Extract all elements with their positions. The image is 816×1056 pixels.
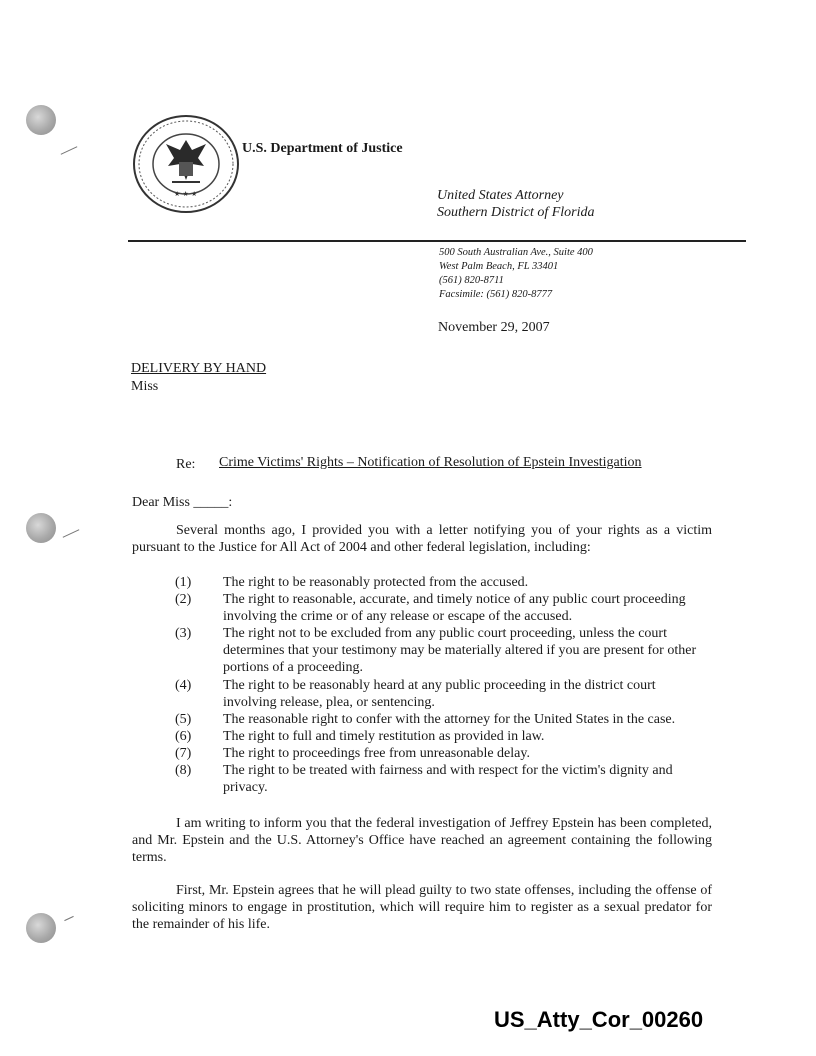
list-item — [175, 728, 710, 745]
address-phone: (561) 820-8711 — [439, 275, 504, 286]
scan-mark — [63, 529, 80, 538]
first-term-paragraph: First, Mr. Epstein agrees that he will plead guilty to two state offenses, including the offense of soliciting minors to engage in prostitution, which will require him to register as a sexual predator for the remainder of his life. — [132, 883, 712, 932]
address-fax: Facsimile: (561) 820-8777 — [439, 289, 553, 300]
address-street: 500 South Australian Ave., Suite 400 — [439, 247, 593, 258]
agency-name: U.S. Department of Justice — [242, 141, 403, 156]
recipient-name: Miss — [131, 379, 159, 394]
list-item-text: The right to reasonable, accurate, and timely notice of any public court proceeding involving the crime or of any release or escape of the accused. — [223, 592, 686, 624]
list-item-text: The right not to be excluded from any public court proceeding, unless the court determines that your testimony may be materially altered if you are present for other portions of a proceeding. — [223, 626, 697, 675]
list-item-text: The right to be reasonably heard at any public proceeding in the district court involving release, plea, or sentencing. — [223, 678, 656, 710]
list-item-number: (6) — [175, 729, 192, 744]
list-item-text: The right to proceedings free from unreasonable delay. — [223, 746, 530, 761]
list-item — [175, 591, 710, 625]
svg-text:★ ★ ★: ★ ★ ★ — [174, 190, 198, 198]
list-item — [175, 574, 710, 591]
list-item-number: (5) — [175, 712, 192, 727]
list-item-text: The reasonable right to confer with the attorney for the United States in the case. — [223, 712, 676, 727]
list-item-number: (1) — [175, 575, 192, 590]
inform-paragraph: I am writing to inform you that the federal investigation of Jeffrey Epstein has been completed, and Mr. Epstein and the U.S. Attorney's Office have reached an agreement containing the following terms. — [132, 816, 712, 865]
letterhead-divider — [128, 240, 746, 242]
bates-number: US_Atty_Cor_00260 — [494, 1007, 704, 1032]
punch-hole-bottom — [26, 913, 56, 943]
list-item — [175, 745, 710, 762]
list-item-text: The right to full and timely restitution as provided in law. — [223, 729, 545, 744]
list-item — [175, 625, 710, 676]
delivery-method: DELIVERY BY HAND — [131, 361, 267, 376]
punch-hole-middle — [26, 513, 56, 543]
list-item — [175, 677, 710, 711]
list-item-text: The right to be reasonably protected from the accused. — [223, 575, 529, 590]
list-item-number: (2) — [175, 592, 192, 607]
scan-mark — [61, 146, 78, 155]
office-district: Southern District of Florida — [437, 205, 595, 220]
re-subject: Crime Victims' Rights – Notification of Resolution of Epstein Investigation — [219, 455, 642, 470]
punch-hole-top — [26, 105, 56, 135]
list-item-number: (8) — [175, 763, 192, 778]
scan-mark — [64, 916, 73, 921]
office-title: United States Attorney — [437, 188, 564, 203]
list-item-number: (7) — [175, 746, 192, 761]
salutation: Dear Miss _____: — [132, 495, 233, 510]
letter-date: November 29, 2007 — [438, 320, 550, 335]
address-city: West Palm Beach, FL 33401 — [439, 261, 559, 272]
re-label: Re: — [176, 457, 196, 472]
list-item — [175, 762, 710, 796]
list-item-number: (3) — [175, 626, 192, 641]
intro-paragraph: Several months ago, I provided you with a letter notifying you of your rights as a victim pursuant to the Justice for All Act of 2004 and other federal legislation, including: — [132, 523, 712, 555]
doj-seal-icon — [132, 114, 240, 214]
list-item-number: (4) — [175, 678, 192, 693]
list-item — [175, 711, 710, 728]
list-item-text: The right to be treated with fairness and with respect for the victim's dignity and privacy. — [223, 763, 673, 795]
